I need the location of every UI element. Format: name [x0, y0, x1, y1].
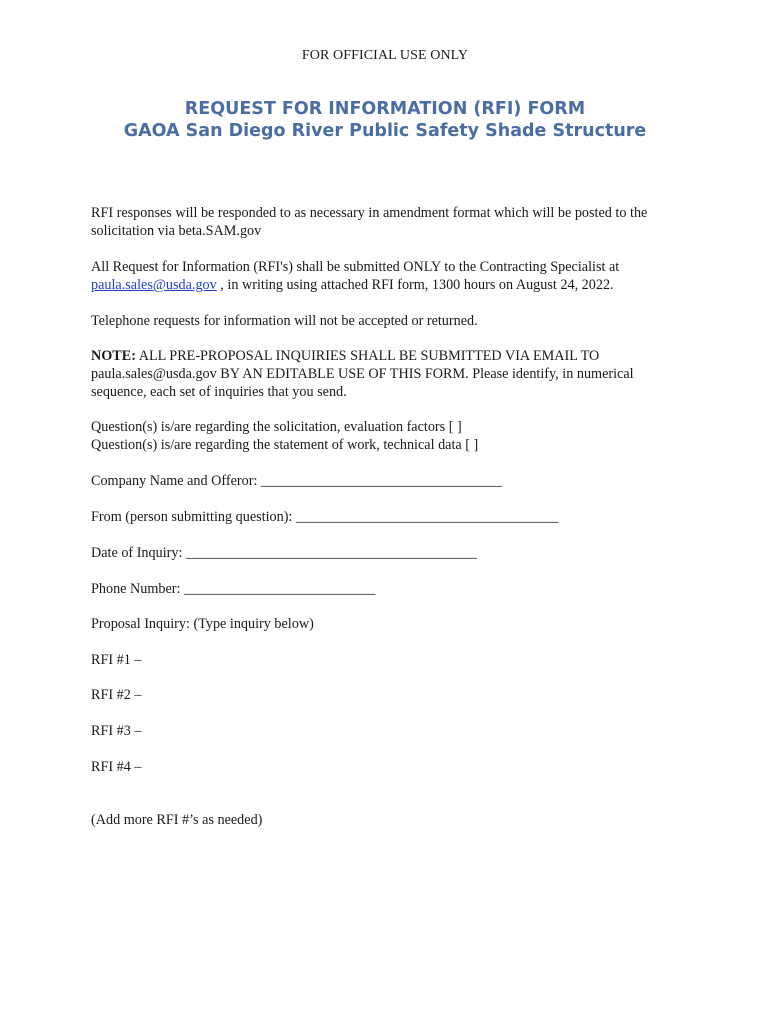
from-person-field[interactable]: From (person submitting question): _____________________________________ — [91, 509, 559, 525]
submission-paragraph-rest: , in writing using attached RFI form, 1300 hours on August 24, 2022. — [216, 277, 614, 293]
form-title: REQUEST FOR INFORMATION (RFI) FORM — [184, 99, 586, 119]
question-solicitation-checkbox-line[interactable]: Question(s) is/are regarding the solicitation, evaluation factors [ ] — [91, 419, 462, 435]
rfi-1-entry[interactable]: RFI #1 – — [91, 652, 142, 668]
telephone-notice: Telephone requests for information will not be accepted or returned. — [91, 313, 478, 329]
note-line3: sequence, each set of inquiries that you send. — [91, 384, 347, 400]
contracting-email-link[interactable]: paula.sales@usda.gov — [91, 277, 217, 293]
note-label: NOTE: — [91, 348, 136, 364]
note-line2: paula.sales@usda.gov BY AN EDITABLE USE OF THIS FORM. Please identify, in numerical — [91, 366, 634, 382]
question-sow-checkbox-line[interactable]: Question(s) is/are regarding the statement of work, technical data [ ] — [91, 437, 479, 453]
add-more-note: (Add more RFI #’s as needed) — [91, 812, 263, 828]
form-subtitle: GAOA San Diego River Public Safety Shade Structure — [123, 121, 647, 141]
submission-paragraph-line2 — [91, 276, 691, 294]
rfi-response-paragraph-line2: solicitation via beta.SAM.gov — [91, 223, 262, 239]
rfi-4-entry[interactable]: RFI #4 – — [91, 759, 142, 775]
proposal-inquiry-label: Proposal Inquiry: (Type inquiry below) — [91, 616, 314, 632]
phone-number-field[interactable]: Phone Number: ___________________________ — [91, 581, 376, 597]
submission-paragraph-line1: All Request for Information (RFI's) shall be submitted ONLY to the Contracting Specialist at — [91, 259, 620, 275]
company-name-field[interactable]: Company Name and Offeror: __________________________________ — [91, 473, 503, 489]
note-line1 — [91, 347, 691, 365]
date-of-inquiry-field[interactable]: Date of Inquiry: _________________________________________ — [91, 545, 477, 561]
rfi-2-entry[interactable]: RFI #2 – — [91, 687, 142, 703]
note-line1-text: ALL PRE-PROPOSAL INQUIRIES SHALL BE SUBMITTED VIA EMAIL TO — [135, 348, 600, 364]
rfi-response-paragraph-line1: RFI responses will be responded to as necessary in amendment format which will be posted to the — [91, 205, 648, 221]
rfi-3-entry[interactable]: RFI #3 – — [91, 723, 142, 739]
classification-banner: FOR OFFICIAL USE ONLY — [301, 48, 469, 63]
